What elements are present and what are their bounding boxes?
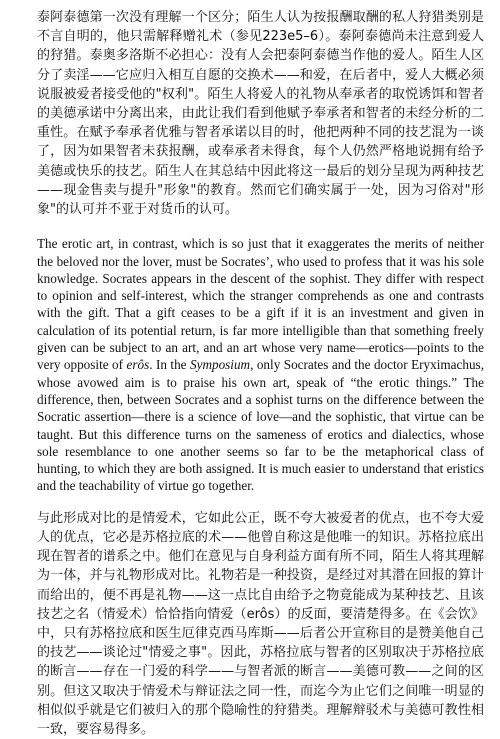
english-text-part-b: . In the	[149, 357, 190, 373]
english-paragraph	[37, 235, 484, 494]
english-text-part-c: , only Socrates and the doctor Eryximachus, whose avowed aim is to praise his own art, speak of “the erotic things.” The difference, then, between Socrates and a sophist turns on the difference between the Socratic assertion—there is a science of love—and the sophistic, that virtue can be taught. But this difference turns on the sameness of erotics and dialectics, whose sole resemblance to one another seems so far to be the metaphorical class of hunting, to which they are both assigned. It is much easier to understand that eristics and the teachability of virtue go together.	[37, 357, 484, 494]
eros-term: erôs	[126, 357, 150, 373]
chinese-paragraph-1: 泰阿泰德第一次没有理解一个区分；陌生人认为按报酬取酬的私人狩猎类别是不言自明的，他只需解释赠礼术（参见223e5–6）。泰阿泰德尚未注意到爱人的狩猎。泰奥多洛斯不必担心：没有人会把泰阿泰德当作他的爱人。陌生人区分了卖淫——它应归入相互自愿的交换术——和爱，在后者中，爱人大概必须说服被爱者接受他的"权利"。陌生人将爱人的礼物从奉承者的取悦诱饵和智者的美德承诺中分离出来，由此让我们看到他赋予奉承者和智者的未经分析的二重性。在赋予奉承者优雅与智者承诺以目的时，他把两种不同的技艺混为一谈了，因为如果智者未获报酬，或奉承者未得食，每个人仍然严格地说拥有给予美德或快乐的技艺。陌生人在其总结中因此将这一最后的划分呈现为两种技艺——现金售卖与提升"形象"的教育。然而它们确实属于一处，因为习俗对"形象"的认可并不亚于对货币的认可。	[37, 10, 484, 218]
english-text-part-a: The erotic art, in contrast, which is so just that it exaggerates the merits of neither the beloved nor the lover, must be Socrates’, who used to profess that it was his sole knowledge. Socrates appears in the descent of the sophist. They differ with respect to opinion and self-interest, which the stranger comprehends as one and contrasts with the gift. That a gift ceases to be a gift if it is an investment and given in calculation of its potential return, is far more intelligible than that something freely given can be subject to an art, and an art whose very name—erotics—points to the very opposite of	[37, 236, 484, 373]
symposium-title: Symposium	[190, 357, 251, 373]
chinese-paragraph-2: 与此形成对比的是情爱术，它如此公正，既不夸大被爱者的优点，也不夸大爱人的优点，它必是苏格拉底的术——他曾自称这是他唯一的知识。苏格拉底出现在智者的谱系之中。他们在意见与自身利益方面有所不同，陌生人将其理解为一体，并与礼物形成对比。礼物若是一种投资，是经过对其潜在回报的算计而给出的，便不再是礼物——这一点比自由给予之物竟能成为某种技艺、且该技艺之名（情爱术）恰恰指向情爱（erôs）的反面，要清楚得多。在《会饮》中，只有苏格拉底和医生厄律克西马库斯——后者公开宣称目的是赞美他自己的技艺——谈论过"情爱之事"。因此，苏格拉底与智者的区别取决于苏格拉底的断言——存在一门爱的科学——与智者派的断言——美德可教——之间的区别。但这又取决于情爱术与辩证法之同一性，而迄今为止它们之间唯一明显的相似似乎就是它们被归入的那个隐喻性的狩猎类。理解辩驳术与美德可教性相一致，要容易得多。	[37, 510, 484, 737]
